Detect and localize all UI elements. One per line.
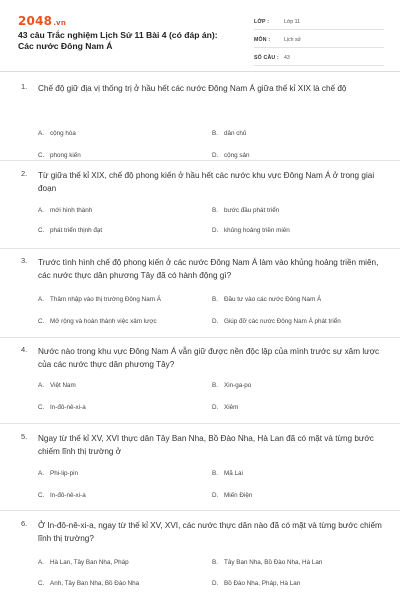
logo-text: 2048 [18,14,53,28]
option-a[interactable] [38,559,129,566]
option-d[interactable] [212,318,341,325]
divider [0,160,400,161]
option-d[interactable] [212,580,300,587]
info-panel [254,14,384,68]
question-number: 5. [21,432,28,441]
option-letter: B. [212,296,218,303]
option-c[interactable] [38,152,81,159]
option-text: phát triển thịnh đạt [50,227,103,234]
option-letter: A. [38,130,44,137]
option-text: Việt Nam [50,382,76,389]
option-letter: C. [38,404,45,411]
option-letter: D. [212,227,219,234]
option-a[interactable] [38,130,76,137]
option-text: dân chủ [224,130,247,137]
option-b[interactable] [212,470,243,477]
option-d[interactable] [212,404,238,411]
option-b[interactable] [212,207,279,214]
option-text: mới hình thành [50,207,93,214]
option-text: Mã Lai [224,470,243,477]
option-letter: D. [212,492,219,499]
option-letter: C. [38,492,45,499]
option-b[interactable] [212,382,251,389]
question-number: 3. [21,256,28,265]
option-text: Anh, Tây Ban Nha, Bồ Đào Nha [50,580,140,587]
option-b[interactable] [212,559,322,566]
header [0,0,400,72]
question-1 [0,82,400,162]
option-letter: B. [212,382,218,389]
option-letter: B. [212,559,218,566]
question-3 [0,256,400,336]
question-text: Từ giữa thế kỉ XIX, chế độ phong kiến ở hầu hết các nước khu vực Đông Nam Á ở trong giai đoạn [38,171,375,193]
option-d[interactable] [212,227,290,234]
option-text: In-đô-nê-xi-a [50,404,86,411]
option-a[interactable] [38,470,78,477]
option-text: cộng hòa [50,130,76,137]
option-b[interactable] [212,130,246,137]
info-value[interactable]: Lịch sử [284,36,302,43]
divider [0,248,400,249]
info-row-subject [254,32,384,48]
option-c[interactable] [38,318,157,325]
option-text: phong kiến [50,152,81,159]
option-letter: A. [38,559,44,566]
info-row-grade [254,14,384,30]
option-letter: D. [212,580,219,587]
option-letter: D. [212,318,219,325]
option-text: cộng sản [224,152,250,159]
option-letter: B. [212,207,218,214]
info-value: 43 [284,54,290,61]
option-text: Xin-ga-po [224,382,252,389]
option-letter: A. [38,296,44,303]
option-text: Xiêm [224,404,239,411]
option-letter: C. [38,152,45,159]
question-6 [0,519,400,599]
info-label: LỚP : [254,18,270,25]
option-text: Thâm nhập vào thị trường Đông Nam Á [50,296,161,303]
info-label: MÔN : [254,36,271,43]
option-letter: A. [38,207,44,214]
question-text: Ở In-đô-nê-xi-a, ngay từ thế kỉ XV, XVI, các nước thực dân nào đã có mặt và từng bước chiếm lĩnh thị trường? [38,521,382,543]
option-a[interactable] [38,296,161,303]
question-text: Chế độ giữ địa vị thống trị ở hầu hết các nước Đông Nam Á giữa thế kỉ XIX là chế độ [38,84,347,93]
divider [0,510,400,511]
option-letter: B. [212,130,218,137]
option-text: Giúp đỡ các nước Đông Nam Á phát triển [224,318,341,325]
option-text: khủng hoảng triền miên [224,227,290,234]
question-number: 2. [21,169,28,178]
option-c[interactable] [38,227,102,234]
option-text: Hà Lan, Tây Ban Nha, Pháp [50,559,129,566]
info-row-count [254,50,384,66]
option-text: Mở rộng và hoàn thành việc xâm lược [50,318,157,325]
option-a[interactable] [38,382,76,389]
option-c[interactable] [38,404,86,411]
question-5 [0,432,400,512]
question-number: 1. [21,82,28,91]
site-logo[interactable] [18,14,66,28]
option-letter: C. [38,580,45,587]
option-text: Phi-lip-pin [50,470,78,477]
option-text: Miến Điện [224,492,253,499]
option-letter: A. [38,382,44,389]
option-text: Đầu tư vào các nước Đông Nam Á [224,296,322,303]
option-b[interactable] [212,296,321,303]
option-d[interactable] [212,152,250,159]
question-text: Trước tình hình chế độ phong kiến ở các nước Đông Nam Á làm vào khủng hoảng triền miên, các nước thực dân phương Tây đã có hành động gì? [38,258,379,280]
option-letter: B. [212,470,218,477]
question-number: 4. [21,345,28,354]
divider [0,337,400,338]
option-text: Tây Ban Nha, Bồ Đào Nha, Hà Lan [224,559,323,566]
divider [0,423,400,424]
option-d[interactable] [212,492,252,499]
option-letter: D. [212,404,219,411]
option-text: In-đô-nê-xi-a [50,492,86,499]
option-letter: D. [212,152,219,159]
option-letter: C. [38,227,45,234]
info-label: SỐ CÂU : [254,54,279,61]
option-a[interactable] [38,207,92,214]
option-text: Bồ Đào Nha, Pháp, Hà Lan [224,580,301,587]
question-text: Ngay từ thế kỉ XV, XVI thực dân Tây Ban Nha, Bồ Đào Nha, Hà Lan đã có mặt và từng bước chiếm lĩnh thị trường ở [38,434,374,456]
option-text: bước đầu phát triển [224,207,280,214]
page-title: 43 câu Trắc nghiệm Lịch Sử 11 Bài 4 (có đáp án): Các nước Đông Nam Á [18,30,218,51]
question-4 [0,345,400,425]
option-c[interactable] [38,580,139,587]
option-letter: A. [38,470,44,477]
option-letter: C. [38,318,45,325]
question-2 [0,169,400,249]
option-c[interactable] [38,492,86,499]
question-text: Nước nào trong khu vực Đông Nam Á vẫn giữ được nền độc lập của mình trước sự xâm lược của các nước thực dân phương Tây? [38,347,380,369]
info-value[interactable]: Lớp 11 [284,18,300,25]
question-number: 6. [21,519,28,528]
logo-suffix: .vn [53,19,67,27]
